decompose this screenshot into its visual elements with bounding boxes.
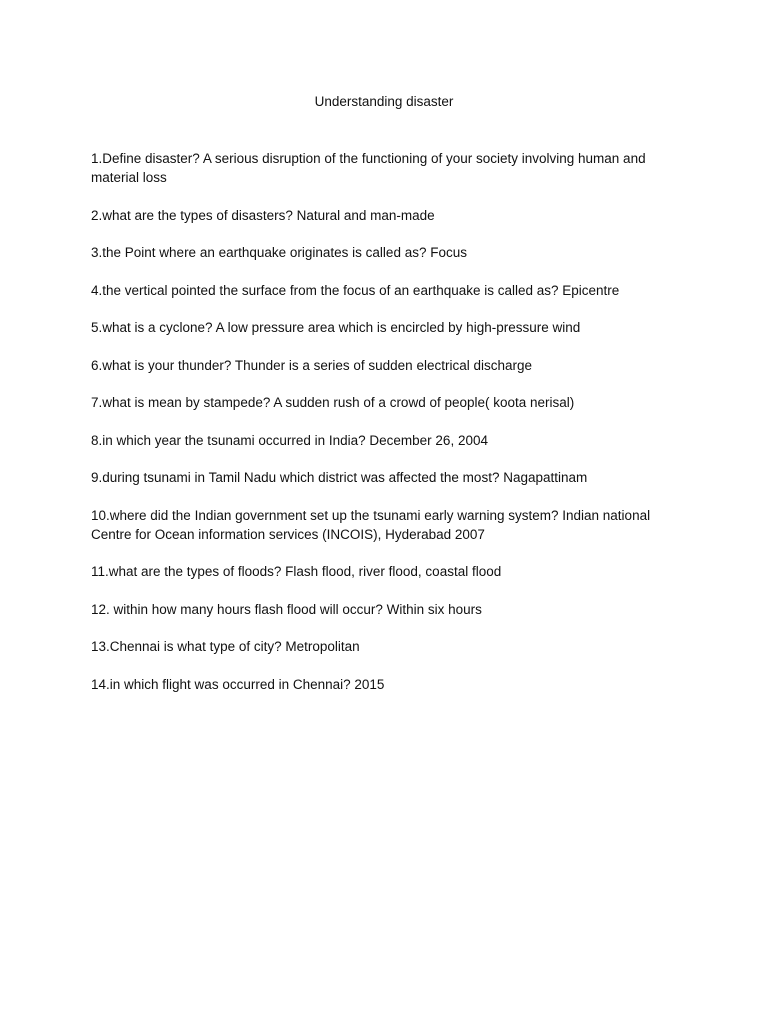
qa-item-1: 1.Define disaster? A serious disruption of the functioning of your society involving human and material loss — [91, 151, 646, 185]
qa-item-13: 13.Chennai is what type of city? Metropolitan — [91, 639, 360, 654]
qa-item-12: 12. within how many hours flash flood will occur? Within six hours — [91, 601, 482, 617]
qa-item-14: 14.in which flight was occurred in Chennai? 2015 — [91, 676, 385, 692]
qa-item-9: 9.during tsunami in Tamil Nadu which district was affected the most? Nagapattinam — [91, 470, 588, 485]
qa-item-5: 5.what is a cyclone? A low pressure area which is encircled by high-pressure wind — [91, 320, 581, 335]
document-title: Understanding disaster — [314, 94, 454, 109]
qa-item-11: 11.what are the types of floods? Flash flood, river flood, coastal flood — [91, 564, 502, 579]
qa-item-2: 2.what are the types of disasters? Natural and man-made — [91, 207, 435, 223]
qa-item-3: 3.the Point where an earthquake originates is called as? Focus — [91, 245, 467, 260]
qa-item-8: 8.in which year the tsunami occurred in India? December 26, 2004 — [91, 432, 488, 448]
question-answer-list — [91, 149, 671, 712]
qa-item-10: 10.where did the Indian government set up the tsunami early warning system? Indian national Centre for Ocean information services (INCOIS), Hyderabad 2007 — [91, 507, 651, 542]
qa-item-4: 4.the vertical pointed the surface from the focus of an earthquake is called as? Epicentre — [91, 282, 620, 298]
qa-item-7: 7.what is mean by stampede? A sudden rush of a crowd of people( koota nerisal) — [91, 395, 575, 410]
qa-item-6: 6.what is your thunder? Thunder is a series of sudden electrical discharge — [91, 357, 532, 373]
